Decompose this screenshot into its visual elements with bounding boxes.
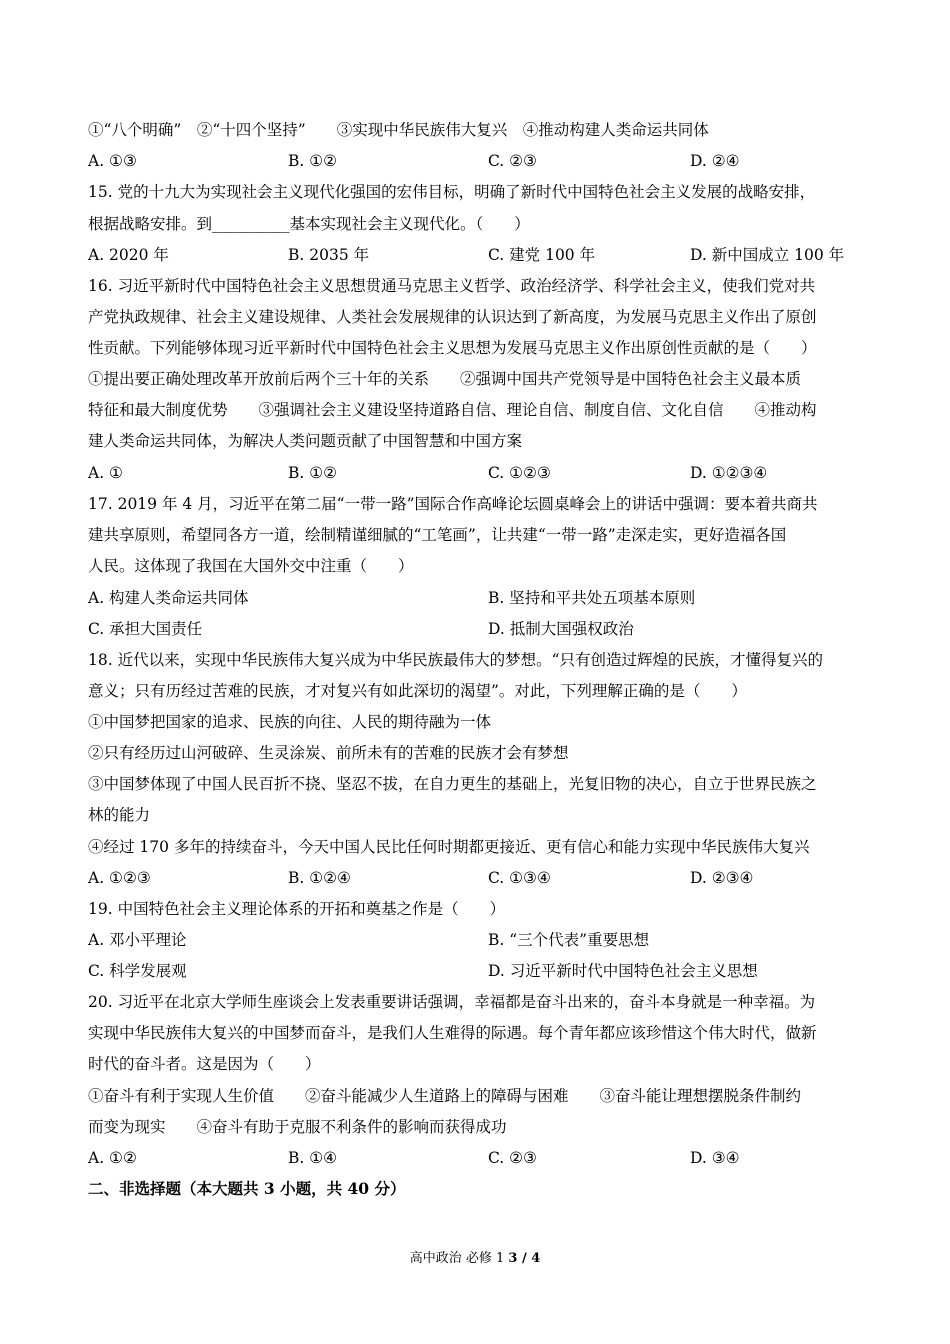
q16-item-1: ①提出要正确处理改革开放前后两个三十年的关系 ②强调中国共产党领导是中国特色社会主义最本质 <box>88 370 802 388</box>
q20-stem-3: 时代的奋斗者。这是因为（ ） <box>88 1055 321 1073</box>
q18-item-4: ④经过 170 多年的持续奋斗，今天中国人民比任何时期都更接近、更有信心和能力实现中华民族伟大复兴 <box>88 838 810 856</box>
q14-option-c: C. ②③ <box>488 152 537 170</box>
q20-option-a: A. ①② <box>88 1149 137 1167</box>
q18-item-2: ②只有经历过山河破碎、生灵涂炭、前所未有的苦难的民族才会有梦想 <box>88 744 569 762</box>
q18-item-3: ③中国梦体现了中国人民百折不挠、坚忍不拔，在自力更生的基础上，光复旧物的决心，自立于世界民族之 <box>88 775 817 793</box>
q16-item-2: 特征和最大制度优势 ③强调社会主义建设坚持道路自信、理论自信、制度自信、文化自信 ④推动构 <box>88 401 817 419</box>
page-footer <box>0 1247 950 1266</box>
q17-option-c: C. 承担大国责任 <box>88 620 203 638</box>
q17-stem-3: 人民。这体现了我国在大国外交中注重（ ） <box>88 557 414 575</box>
q14-option-b: B. ①② <box>288 152 338 170</box>
q20-stem-2: 实现中华民族伟大复兴的中国梦而奋斗，是我们人生难得的际遇。每个青年都应该珍惜这个伟大时代，做新 <box>88 1024 817 1042</box>
q17-stem-1: 17. 2019 年 4 月，习近平在第二届“一带一路”国际合作高峰论坛圆桌峰会上的讲话中强调：要本着共商共 <box>88 495 818 513</box>
q18-option-c: C. ①③④ <box>488 869 551 887</box>
q18-option-d: D. ②③④ <box>690 869 754 887</box>
q18-stem-1: 18. 近代以来，实现中华民族伟大复兴成为中华民族最伟大的梦想。“只有创造过辉煌的民族，才懂得复兴的 <box>88 651 824 669</box>
q15-option-b: B. 2035 年 <box>288 246 370 264</box>
q14-option-a: A. ①③ <box>88 152 137 170</box>
page-number: 3 / 4 <box>508 1251 541 1266</box>
footer-label: 高中政治 必修 1 <box>409 1251 509 1266</box>
q14-items: ①“八个明确” ②“十四个坚持” ③实现中华民族伟大复兴 ④推动构建人类命运共同体 <box>88 121 709 139</box>
q20-option-d: D. ③④ <box>690 1149 740 1167</box>
q18-item-1: ①中国梦把国家的追求、民族的向往、人民的期待融为一体 <box>88 713 492 731</box>
q16-option-b: B. ①② <box>288 464 338 482</box>
q17-option-a: A. 构建人类命运共同体 <box>88 589 249 607</box>
q19-option-d: D. 习近平新时代中国特色社会主义思想 <box>488 962 758 980</box>
q19-stem: 19. 中国特色社会主义理论体系的开拓和奠基之作是（ ） <box>88 900 506 918</box>
q17-stem-2: 建共享原则，希望同各方一道，绘制精谨细腻的“工笔画”，让共建“一带一路”走深走实，更好造福各国 <box>88 526 787 544</box>
q14-option-d: D. ②④ <box>690 152 740 170</box>
q20-option-c: C. ②③ <box>488 1149 537 1167</box>
q17-option-b: B. 坚持和平共处五项基本原则 <box>488 589 696 607</box>
q19-option-b: B. “三个代表”重要思想 <box>488 931 650 949</box>
q18-stem-2: 意义；只有历经过苦难的民族，才对复兴有如此深切的渴望”。对此，下列理解正确的是（ ） <box>88 682 747 700</box>
q15-stem-2: 根据战略安排。到__________基本实现社会主义现代化。（ ） <box>88 215 530 233</box>
q15-stem-1: 15. 党的十九大为实现社会主义现代化强国的宏伟目标，明确了新时代中国特色社会主义发展的战略安排， <box>88 183 816 201</box>
section-heading: 二、非选择题（本大题共 3 小题，共 40 分） <box>88 1179 406 1198</box>
q17-option-d: D. 抵制大国强权政治 <box>488 620 634 638</box>
q16-item-3: 建人类命运共同体，为解决人类问题贡献了中国智慧和中国方案 <box>88 432 523 450</box>
q20-item-1: ①奋斗有利于实现人生价值 ②奋斗能减少人生道路上的障碍与困难 ③奋斗能让理想摆脱条件制约 <box>88 1087 802 1105</box>
q16-option-c: C. ①②③ <box>488 464 551 482</box>
q20-item-2: 而变为现实 ④奋斗有助于克服不利条件的影响而获得成功 <box>88 1118 507 1136</box>
q20-stem-1: 20. 习近平在北京大学师生座谈会上发表重要讲话强调，幸福都是奋斗出来的，奋斗本身就是一种幸福。为 <box>88 993 816 1011</box>
q16-option-a: A. ① <box>88 464 123 482</box>
q19-option-a: A. 邓小平理论 <box>88 931 187 949</box>
q19-option-c: C. 科学发展观 <box>88 962 187 980</box>
q15-option-a: A. 2020 年 <box>88 246 169 264</box>
q15-option-d: D. 新中国成立 100 年 <box>690 246 845 264</box>
q16-stem-1: 16. 习近平新时代中国特色社会主义思想贯通马克思主义哲学、政治经济学、科学社会主义，使我们党对共 <box>88 277 816 295</box>
q15-option-c: C. 建党 100 年 <box>488 246 596 264</box>
q16-stem-2: 产党执政规律、社会主义建设规律、人类社会发展规律的认识达到了新高度，为发展马克思主义作出了原创 <box>88 308 817 326</box>
q16-stem-3: 性贡献。下列能够体现习近平新时代中国特色社会主义思想为发展马克思主义作出原创性贡献的是（ ） <box>88 339 817 357</box>
q20-option-b: B. ①④ <box>288 1149 338 1167</box>
q16-option-d: D. ①②③④ <box>690 464 768 482</box>
q18-option-b: B. ①②④ <box>288 869 351 887</box>
q18-item-3-cont: 林的能力 <box>88 806 151 824</box>
q18-option-a: A. ①②③ <box>88 869 151 887</box>
